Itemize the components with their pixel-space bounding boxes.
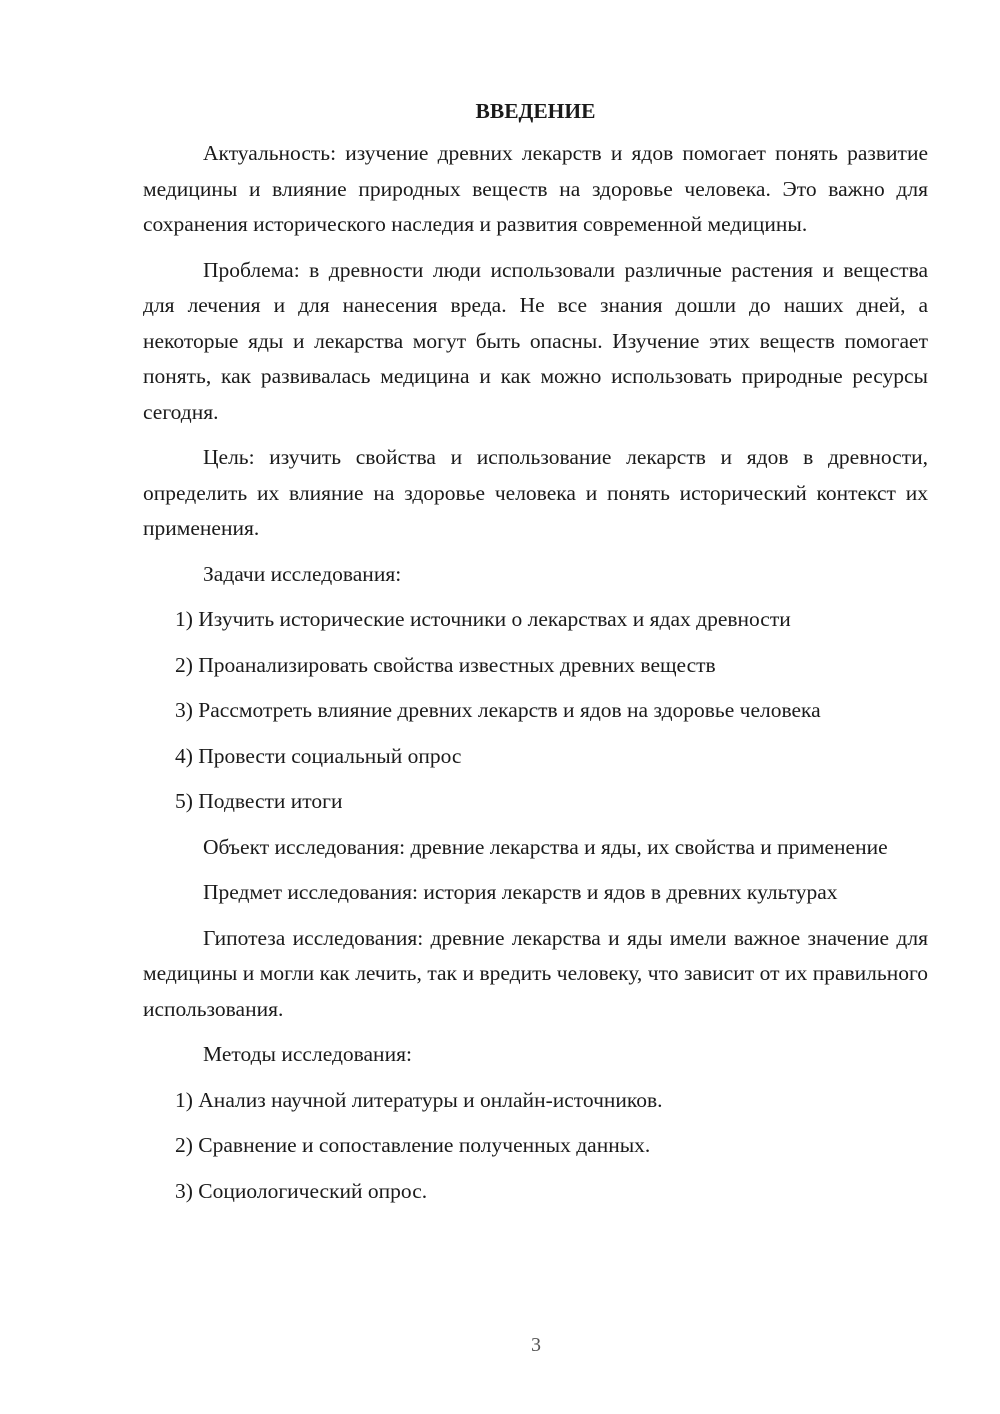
object-paragraph: Объект исследования: древние лекарства и яды, их свойства и применение (203, 834, 888, 859)
goal-paragraph: Цель: изучить свойства и использование лекарств и ядов в древности, определить их влияние на здоровье человека и понять исторический контекст их применения. (143, 445, 928, 540)
list-item: 1) Анализ научной литературы и онлайн-источников. (175, 1087, 663, 1112)
methods-heading: Методы исследования: (203, 1042, 412, 1066)
document-page (143, 96, 928, 1219)
hypothesis-paragraph: Гипотеза исследования: древние лекарства и яды имели важное значение для медицины и могли как лечить, так и вредить человеку, что зависит от их правильного использования. (143, 925, 928, 1021)
list-item: 3) Социологический опрос. (175, 1178, 428, 1203)
methods-list (143, 1083, 928, 1210)
relevance-paragraph: Актуальность: изучение древних лекарств и ядов помогает понять развитие медицины и влияние природных веществ на здоровье человека. Это важно для сохранения исторического наследия и развития современной медицины. (143, 141, 928, 236)
page-number: 3 (531, 1334, 541, 1356)
section-title: ВВЕДЕНИЕ (475, 99, 596, 123)
list-item: 2) Сравнение и сопоставление полученных данных. (175, 1133, 651, 1157)
list-item: 1) Изучить исторические источники о лекарствах и ядах древности (175, 607, 791, 631)
list-item: 3) Рассмотреть влияние древних лекарств и ядов на здоровье человека (175, 698, 821, 722)
subject-paragraph: Предмет исследования: история лекарств и ядов в древних культурах (203, 880, 838, 904)
list-item: 2) Проанализировать свойства известных древних веществ (175, 652, 716, 677)
problem-paragraph: Проблема: в древности люди использовали различные растения и вещества для лечения и для нанесения вреда. Не все знания дошли до наших дней, а некоторые яды и лекарства могут быть опасны. Изучение этих веществ помогает понять, как развивалась медицина и как можно использовать природные ресурсы сегодня. (143, 257, 928, 424)
tasks-list (143, 602, 928, 820)
list-item: 5) Подвести итоги (175, 789, 343, 813)
tasks-heading: Задачи исследования: (203, 561, 402, 586)
list-item: 4) Провести социальный опрос (175, 743, 462, 768)
